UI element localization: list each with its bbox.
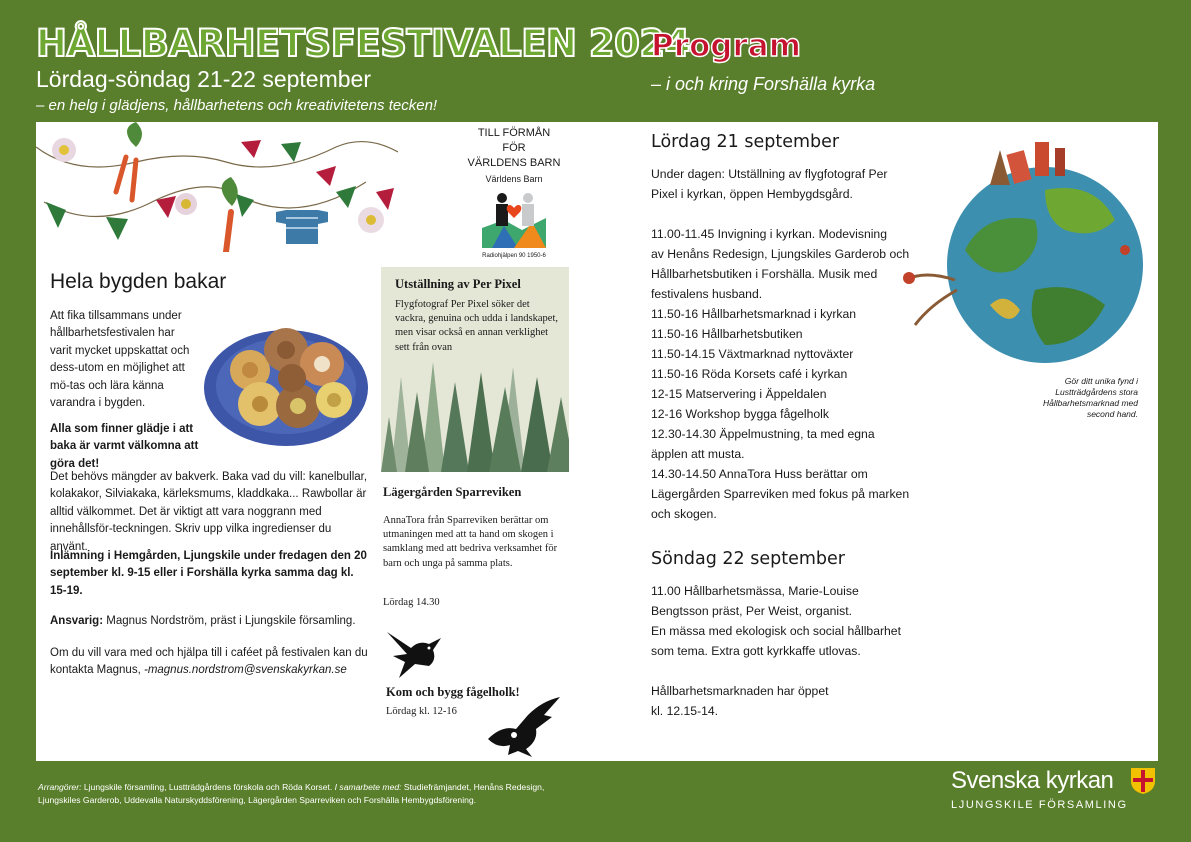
church-crest-icon (1130, 767, 1156, 795)
exhibition-text: Flygfotograf Per Pixel söker det vackra, genuina och udda i landskapet, men visar också en annan verklighet sett från ovan (395, 299, 558, 353)
farm-time: Lördag 14.30 (383, 597, 440, 608)
birdhouse-title: Kom och bygg fågelholk! (386, 685, 520, 699)
baking-details: Det behövs mängder av bakverk. Baka vad du vill: kanelbullar, kolakakor, Silviakaka, kärleksmums, kladdkaka... Rawbollar är alltid välkommet. Det är viktigt att vara noggrann med innehållsför-teckningen. Skriv upp vilka ingredienser du använt. (50, 471, 368, 553)
saturday-line: av Henåns Redesign, Ljungskiles Garderob och (651, 247, 910, 261)
organizers-label: Arrangörer: (38, 782, 82, 792)
program-title: Program (651, 28, 802, 64)
charity-block (464, 126, 564, 264)
varldens-barn-logo-icon (482, 188, 546, 248)
saturday-line: Under dagen: Utställning av flygfotograf Per (651, 167, 888, 181)
sunday-line: som tema. Extra gott kyrkkaffe utlovas. (651, 644, 861, 658)
saturday-line: 11.00-11.45 Invigning i kyrkan. Modevisning (651, 227, 887, 241)
help-email: -magnus.nordstrom@svenskakyrkan.se (143, 664, 347, 677)
saturday-line: äpplen att musta. (651, 447, 745, 461)
festival-title: HÅLLBARHETSFESTIVALEN 2024 (36, 22, 690, 65)
exhibition-title: Utställning av Per Pixel (395, 277, 521, 291)
charity-line-3: VÄRLDENS BARN (467, 157, 561, 169)
sunday-heading: Söndag 22 september (651, 549, 845, 569)
charity-logo-name: Världens Barn (485, 174, 543, 184)
organizers: Ljungskile församling, Lustträdgårdens förskola och Röda Korset. (81, 782, 335, 792)
saturday-heading: Lördag 21 september (651, 132, 840, 152)
pastry-plate-illustration (200, 308, 368, 450)
earth-globe-illustration (895, 130, 1151, 370)
responsible-label: Ansvarig: (50, 615, 104, 627)
saturday-line: Lägergården Sparreviken med fokus på marken (651, 487, 910, 501)
charity-line-2: FÖR (502, 142, 526, 154)
saturday-line: Pixel i kyrkan, öppen Hembygdsgård. (651, 187, 853, 201)
parish-name: LJUNGSKILE FÖRSAMLING (951, 799, 1128, 811)
saturday-line: festivalens husband. (651, 287, 763, 301)
saturday-line: 11.50-14.15 Växtmarknad nyttoväxter (651, 347, 854, 361)
baking-dropoff: Inlämning i Hemgården, Ljungskile under fredagen den 20 september kl. 9-15 eller i Forshälla kyrka samma dag kl. 15-19. (50, 550, 367, 597)
baking-help (50, 645, 368, 680)
farm-text: AnnaTora från Sparreviken berättar om utmaningen med att ta hand om skogen i samklang med att bedriva verksamhet för barn och unga på samma plats. (383, 515, 558, 569)
baking-responsible (50, 613, 368, 630)
globe-caption: Gör ditt unika fynd i Lustträdgårdens stora Hållbarhetsmarknad med second hand. (1043, 376, 1138, 419)
festival-tagline: – en helg i glädjens, hållbarhetens och kreativitetens tecken! (36, 97, 438, 114)
saturday-line: 11.50-16 Hållbarhetsmarknad i kyrkan (651, 307, 857, 321)
footer-credits (38, 781, 578, 807)
sunday-line: kl. 12.15-14. (651, 704, 719, 718)
exhibition-card (381, 267, 569, 472)
program-subtitle: – i och kring Forshälla kyrka (651, 74, 876, 94)
swallow-bird-icon (385, 628, 445, 680)
farm-title: Lägergården Sparreviken (383, 485, 522, 499)
saturday-line: 11.50-16 Hållbarhetsbutiken (651, 327, 803, 341)
sunday-line: Hållbarhetsmarknaden har öppet (651, 684, 829, 698)
saturday-line: 12.30-14.30 Äppelmustning, ta med egna (651, 427, 875, 441)
festival-dates: Lördag-söndag 21-22 september (36, 66, 372, 92)
saturday-schedule (651, 164, 911, 524)
sunday-line (651, 661, 911, 681)
saturday-line: 11.50-16 Röda Korsets café i kyrkan (651, 367, 848, 381)
sunday-schedule (651, 581, 911, 721)
saturday-line: 12-15 Matservering i Äppeldalen (651, 387, 827, 401)
svenska-kyrkan-wordmark: Svenska kyrkan (951, 767, 1114, 794)
saturday-line: 12-16 Workshop bygga fågelholk (651, 407, 829, 421)
sunday-line: Bengtsson präst, Per Weist, organist. (651, 604, 852, 618)
help-text: Om du vill vara med och hjälpa till i caféet på festivalen kan du kontakta Magnus, (50, 647, 368, 677)
saturday-line: 14.30-14.50 AnnaTora Huss berättar om (651, 467, 868, 481)
baking-cta: Alla som finner glädje i att baka är varmt välkomna att göra det! (50, 423, 199, 470)
collab-label: I samarbete med: (334, 782, 402, 792)
responsible-name: Magnus Nordström, präst i Ljungskile församling. (103, 615, 356, 627)
charity-line-1: TILL FÖRMÅN (477, 127, 551, 139)
baking-heading: Hela bygden bakar (50, 270, 227, 293)
sunday-line: En mässa med ekologisk och social hållbarhet (651, 624, 901, 638)
saturday-line: och skogen. (651, 507, 717, 521)
garland-illustration (36, 122, 398, 252)
saturday-line: Hållbarhetsbutiken i Forshälla. Musik med (651, 267, 878, 281)
collaborators: Studiefrämjandet, Henåns Redesign, Ljungskiles Garderob, Uddevalla Naturskyddsförening, Lägergården Sparreviken och Forshälla Hembygdsförening. (38, 782, 545, 805)
birdhouse-time: Lördag kl. 12-16 (386, 706, 457, 717)
flying-bird-icon (486, 695, 562, 759)
sunday-line: 11.00 Hållbarhetsmässa, Marie-Louise (651, 584, 859, 598)
baking-intro: Att fika tillsammans under hållbarhetsfestivalen har varit mycket uppskattat och dess-utom en möjlighet att mö-tas och lära känna varandra i bygden. (50, 310, 190, 410)
saturday-line (651, 204, 911, 224)
charity-logo-small: Radiohjälpen 90 1950-6 (482, 253, 546, 259)
